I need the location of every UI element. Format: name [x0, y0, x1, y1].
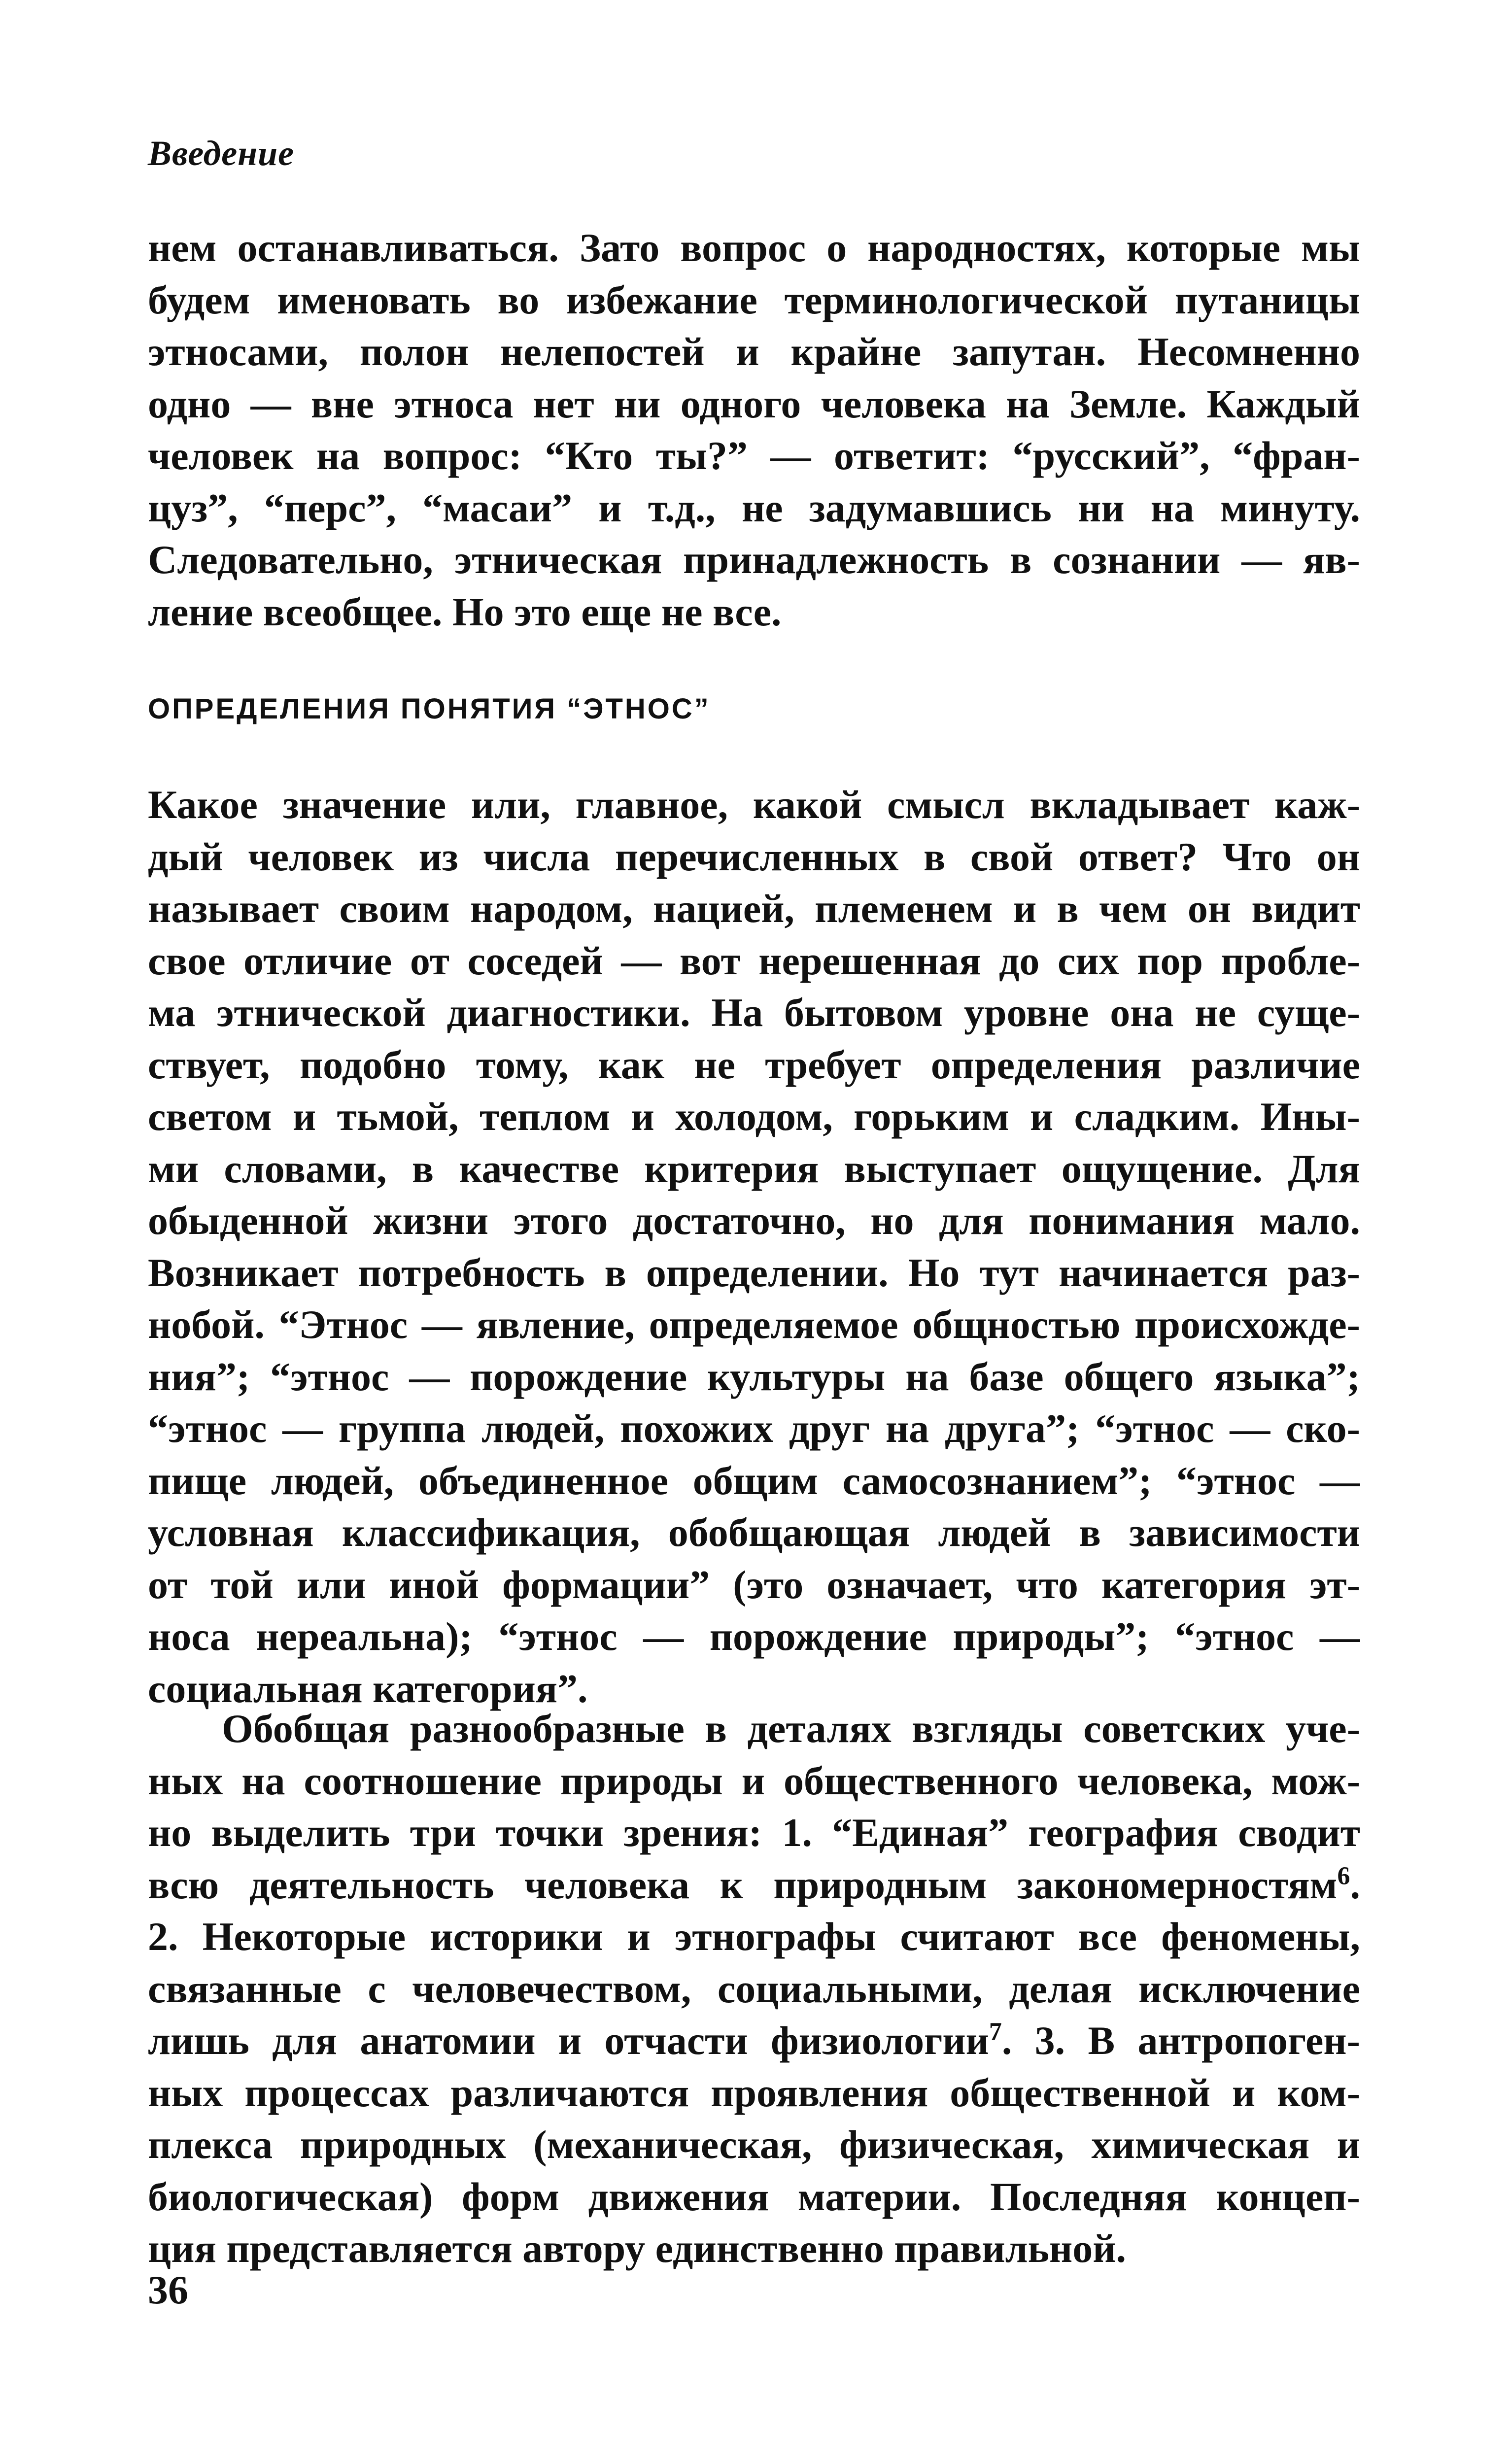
text-line: дый человек из числа перечисленных в свой ответ? Что он — [148, 834, 1360, 879]
text-line: будем именовать во избежание терминологической путаницы — [148, 277, 1360, 322]
footnote-marker: 6 — [1337, 1862, 1350, 1890]
footnote-punctuation: . — [1350, 1862, 1360, 1907]
text-line: Какое значение или, главное, какой смысл вкладывает каж- — [148, 782, 1360, 827]
text-line: “этнос — группа людей, похожих друг на друга”; “этнос — ско- — [148, 1406, 1360, 1451]
text-line-body: всю деятельность человека к природным закономерностям — [148, 1862, 1338, 1907]
section-heading: ОПРЕДЕЛЕНИЯ ПОНЯТИЯ “ЭТНОС” — [148, 693, 711, 725]
text-line: нем останавливаться. Зато вопрос о народностях, которые мы — [148, 225, 1360, 270]
text-line: биологическая) форм движения материи. Последняя концеп- — [148, 2174, 1360, 2219]
text-line: но выделить три точки зрения: 1. “Единая” география сводит — [148, 1810, 1360, 1855]
text-line: социальная категория”. — [148, 1666, 588, 1711]
text-line: ных на соотношение природы и общественного человека, мож- — [148, 1758, 1360, 1803]
text-line: ция представляется автору единственно правильной. — [148, 2226, 1127, 2271]
text-line: Следовательно, этническая принадлежность в сознании — яв- — [148, 537, 1360, 582]
text-line: свое отличие от соседей — вот нерешенная до сих пор пробле- — [148, 938, 1360, 983]
text-line: условная классификация, обобщающая людей в зависимости — [148, 1510, 1360, 1555]
text-line: светом и тьмой, теплом и холодом, горьким и сладким. Ины- — [148, 1094, 1360, 1139]
paragraph-1 — [148, 222, 1360, 638]
text-line: плекса природных (механическая, физическая, химическая и — [148, 2122, 1360, 2167]
text-line: ствует, подобно тому, как не требует определения различие — [148, 1042, 1360, 1087]
text-line: ных процессах различаются проявления общественной и ком- — [148, 2070, 1360, 2115]
text-line: цуз”, “перс”, “масаи” и т.д., не задумавшись ни на минуту. — [148, 485, 1360, 530]
text-line: Обобщая разнообразные в деталях взгляды советских уче- — [222, 1706, 1360, 1751]
text-line: Возникает потребность в определении. Но тут начинается раз- — [148, 1250, 1360, 1295]
text-line: носа нереальна); “этнос — порождение природы”; “этнос — — [148, 1614, 1360, 1659]
text-line: ми словами, в качестве критерия выступает ощущение. Для — [148, 1146, 1360, 1191]
text-line: ление всеобщее. Но это еще не все. — [148, 589, 782, 634]
text-line: ма этнической диагностики. На бытовом уровне она не суще- — [148, 990, 1360, 1035]
paragraph-3 — [148, 1703, 1360, 2275]
book-page — [148, 0, 1360, 2464]
text-line: пище людей, объединенное общим самосознанием”; “этнос — — [148, 1458, 1360, 1503]
footnote-marker: 7 — [989, 2018, 1002, 2046]
text-line-with-footnote — [148, 1859, 1360, 1911]
running-head: Введение — [148, 134, 295, 173]
text-line: называет своим народом, нацией, племенем и в чем он видит — [148, 886, 1360, 931]
text-line: человек на вопрос: “Кто ты?” — ответит: “русский”, “фран- — [148, 433, 1360, 478]
text-line: 2. Некоторые историки и этнографы считают все феномены, — [148, 1914, 1360, 1959]
text-line: связанные с человечеством, социальными, делая исключение — [148, 1966, 1360, 2011]
text-line-body: лишь для анатомии и отчасти физиологии — [148, 2018, 989, 2063]
text-line: одно — вне этноса нет ни одного человека на Земле. Каждый — [148, 381, 1360, 426]
text-line: обыденной жизни этого достаточно, но для понимания мало. — [148, 1198, 1360, 1243]
text-line-tail: . 3. В антропоген- — [1001, 2018, 1360, 2063]
page-number: 36 — [148, 2267, 188, 2312]
text-line: нобой. “Этнос — явление, определяемое общностью происхожде- — [148, 1302, 1360, 1347]
text-line: этносами, полон нелепостей и крайне запутан. Несомненно — [148, 329, 1360, 374]
text-line: от той или иной формации” (это означает, что категория эт- — [148, 1562, 1360, 1607]
text-line-with-footnote — [148, 2015, 1360, 2067]
paragraph-2 — [148, 779, 1360, 1714]
text-line: ния”; “этнос — порождение культуры на базе общего языка”; — [148, 1354, 1360, 1399]
